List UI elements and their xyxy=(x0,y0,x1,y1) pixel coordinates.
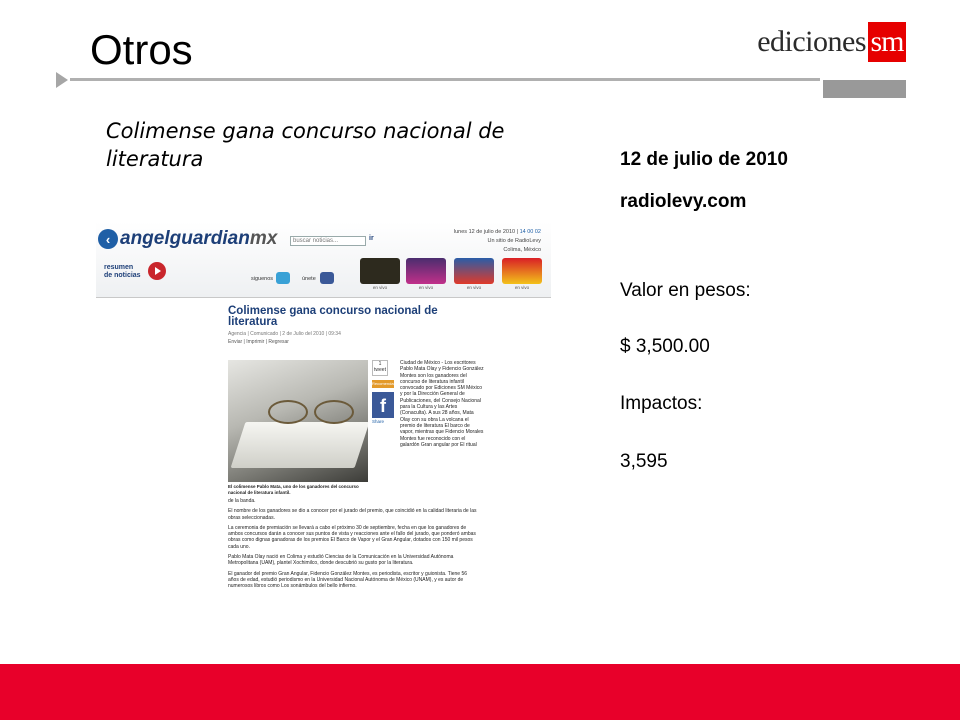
impacts-count: 3,595 xyxy=(620,451,668,472)
site-location: Colima, México xyxy=(503,247,541,253)
site-time: 14 00 02 xyxy=(519,229,541,235)
play-icon xyxy=(148,262,166,280)
site-logo xyxy=(98,228,277,250)
facebook-share-icon: f xyxy=(372,392,394,418)
brand-mark: sm xyxy=(868,22,906,62)
article-paragraph: La ceremonia de premiación se llevará a cabo el próximo 30 de septiembre, fecha en que los ganadores de ambos concursos darán a conocer sus puntos de vista y reacciones ante el fallo del jurado, que ponderó ambas obras como dignas ganadoras de los premios El Barco de Vapor y el Gran Angular, dotados con 150 mil pesos cada uno. xyxy=(228,524,476,550)
value-label: Valor en pesos: xyxy=(620,280,751,301)
article-title: Colimense gana concurso nacional de literatura xyxy=(228,305,438,328)
radio-label-4: en vivo xyxy=(514,285,530,290)
site-sponsor: Un sitio de RadioLevy xyxy=(487,238,541,244)
radio-logo-3 xyxy=(454,258,494,284)
share-label: Share xyxy=(372,419,385,424)
site-logo-name: angelguardian xyxy=(120,228,250,249)
site-logo-mark: ‹ xyxy=(98,229,118,249)
site-join-label: únete xyxy=(302,276,316,282)
slide-title: Otros xyxy=(90,26,193,73)
source-site: radiolevy.com xyxy=(620,191,747,212)
site-resumen-line2: de noticias xyxy=(104,272,141,279)
twitter-icon xyxy=(276,272,290,284)
tweet-label: tweet xyxy=(374,367,386,373)
site-search-go: ir xyxy=(369,235,374,242)
article-actions: Enviar | Imprimir | Regresar xyxy=(228,339,289,345)
publication-date: 12 de julio de 2010 xyxy=(620,149,788,170)
radio-label-3: en vivo xyxy=(466,285,482,290)
article-paragraph: El ganador del premio Gran Angular, Fidencio González Montes, es periodista, escritor y guionista. Tiene 56 años de edad, estudió periodismo en la Universidad Nacional Autónoma de México (UNAM), y es autor de numerosos libros como Los sonámbulos del bello infierno. xyxy=(228,570,468,590)
radio-logo-4 xyxy=(502,258,542,284)
value-amount: $ 3,500.00 xyxy=(620,336,710,357)
article-photo-caption: El colimense Pablo Mata, uno de los ganadores del concurso nacional de literatura infantil. xyxy=(228,484,359,495)
site-resumen xyxy=(104,264,141,280)
article-paragraph: El nombre de los ganadores se dio a conocer por el jurado del premio, que coincidió en la calidad literaria de las obras seleccionadas. xyxy=(228,508,477,521)
brand-word: ediciones xyxy=(757,25,866,58)
site-search-input: buscar noticias... xyxy=(290,236,366,246)
website-screenshot xyxy=(96,222,551,620)
bottom-bar xyxy=(0,664,960,720)
radio-label-1: en vivo xyxy=(372,285,388,290)
article-body xyxy=(228,498,478,594)
facebook-icon xyxy=(320,272,334,284)
site-logo-suffix: mx xyxy=(249,228,278,249)
glasses-lens-right xyxy=(314,400,354,424)
impacts-label: Impactos: xyxy=(620,393,703,414)
article-photo xyxy=(228,360,368,482)
site-date-block: lunes 12 de julio de 2010 | 14 00 02 Un sitio de RadioLevy Colima, México xyxy=(453,229,541,253)
title-rule xyxy=(56,72,906,98)
tweet-count: 1 xyxy=(378,361,382,367)
article-share xyxy=(372,360,394,424)
site-date: lunes 12 de julio de 2010 xyxy=(453,229,516,235)
glasses-lens-left xyxy=(268,400,308,424)
recommend-button: Recomendar xyxy=(372,381,395,386)
article-meta: Agencia | Comunicado | 2 de Julio del 2010 | 09:34 xyxy=(228,331,341,337)
radio-logo-2 xyxy=(406,258,446,284)
article-lead-text: Ciudad de México - Los escritores Pablo Mata Olay y Fidencio González Montes son los ganadores del concurso de literatura infantil convocado por Ediciones SM México y por la Dirección General de Publicaciones, del Consejo Nacional para la Cultura y las Artes (Conaculta). A sus 28 años, Mata Olay con su obra La volcana el premio de literatura El barco de vapor, mientras que Fidencio Morales Montes fue reconocido con el galardón Gran angular por El ritual xyxy=(400,360,484,448)
tweet-counter xyxy=(372,360,388,376)
article-paragraph: Pablo Mata Olay nació en Colima y estudió Ciencias de la Comunicación en la Universidad Autónoma Metropolitana (UAM), plantel Xochimilco, donde descubrió su gusto por la literatura. xyxy=(228,554,454,567)
brand-logo xyxy=(757,20,906,64)
headline: Colimense gana concurso nacional de literatura xyxy=(106,119,505,171)
site-header xyxy=(96,222,551,298)
site-resumen-line1: resumen xyxy=(104,264,134,271)
site-follow-label: siguenos xyxy=(251,276,274,282)
article xyxy=(228,305,484,590)
article-paragraph: de la banda. xyxy=(228,498,256,504)
radio-label-2: en vivo xyxy=(418,285,434,290)
radio-logo-1 xyxy=(360,258,400,284)
